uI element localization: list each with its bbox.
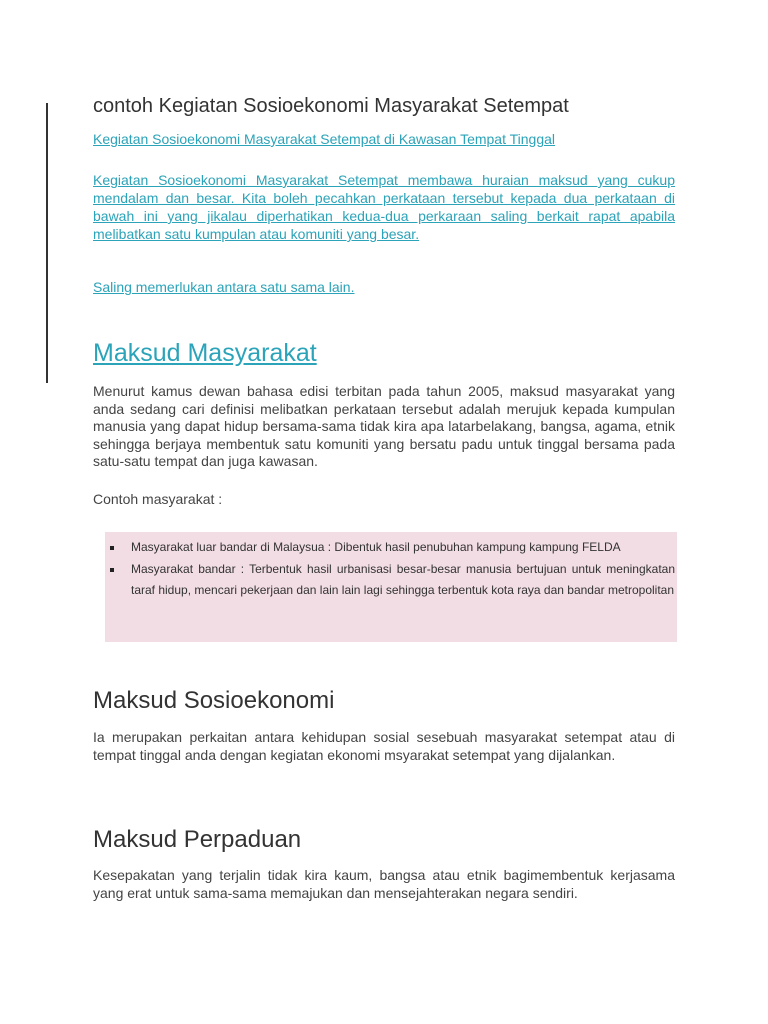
examples-label: Contoh masyarakat :	[93, 491, 223, 507]
list-item-text: Masyarakat luar bandar di Malaysua : Dibentuk hasil penubuhan kampung kampung FELDA	[131, 540, 621, 554]
heading-maksud-sosioekonomi: Maksud Sosioekonomi	[93, 687, 335, 714]
list-item-text: Masyarakat bandar : Terbentuk hasil urbanisasi besar-besar manusia bertujuan untuk meningkatan taraf hidup, mencari pekerjaan dan lain lain lagi sehingga terbentuk kota raya dan bandar metropolitan	[131, 561, 675, 597]
heading-maksud-perpaduan: Maksud Perpaduan	[93, 826, 302, 853]
text-cursor-bar	[46, 103, 48, 383]
paragraph-masyarakat: Menurut kamus dewan bahasa edisi terbitan pada tahun 2005, maksud masyarakat yang anda sedang cari definisi melibatkan perkataan tersebut adalah merujuk kepada kumpulan manusia yang dapat hidup bersama-sama tidak kira apa latarbelakang, bangsa, agama, etnik sehingga berjaya membentuk satu komuniti yang bersatu padu untuk tinggal bersama pada satu-satu tempat dan juga kawasan.	[93, 383, 675, 469]
paragraph-perpaduan: Kesepakatan yang terjalin tidak kira kaum, bangsa atau etnik bagimembentuk kerjasama yang erat untuk sama-sama memajukan dan mensejahterakan negara sendiri.	[93, 867, 675, 901]
paragraph-sosioekonomi: Ia merupakan perkaitan antara kehidupan sosial sesebuah masyarakat setempat atau di tempat tinggal anda dengan kegiatan ekonomi msyarakat setempat yang dijalankan.	[93, 729, 675, 763]
link-saling-memerlukan[interactable]: Saling memerlukan antara satu sama lain.	[93, 279, 355, 295]
list-item	[105, 559, 677, 602]
list-item	[105, 537, 677, 559]
square-bullet-icon	[110, 546, 114, 550]
square-bullet-icon	[110, 568, 114, 572]
link-kegiatan-heading[interactable]: Kegiatan Sosioekonomi Masyarakat Setempat di Kawasan Tempat Tinggal	[93, 131, 556, 147]
examples-list	[105, 532, 677, 602]
examples-box	[105, 532, 677, 642]
link-kegiatan-paragraph[interactable]: Kegiatan Sosioekonomi Masyarakat Setempat membawa huraian maksud yang cukup mendalam dan besar. Kita boleh pecahkan perkataan tersebut kepada dua perkataan di bawah ini yang jikalau diperhatikan kedua-dua perkaraan saling berkait rapat apabila melibatkan satu kumpulan atau komuniti yang besar.	[93, 172, 675, 242]
document-title: contoh Kegiatan Sosioekonomi Masyarakat Setempat	[93, 95, 569, 117]
heading-maksud-masyarakat[interactable]: Maksud Masyarakat	[93, 339, 317, 367]
